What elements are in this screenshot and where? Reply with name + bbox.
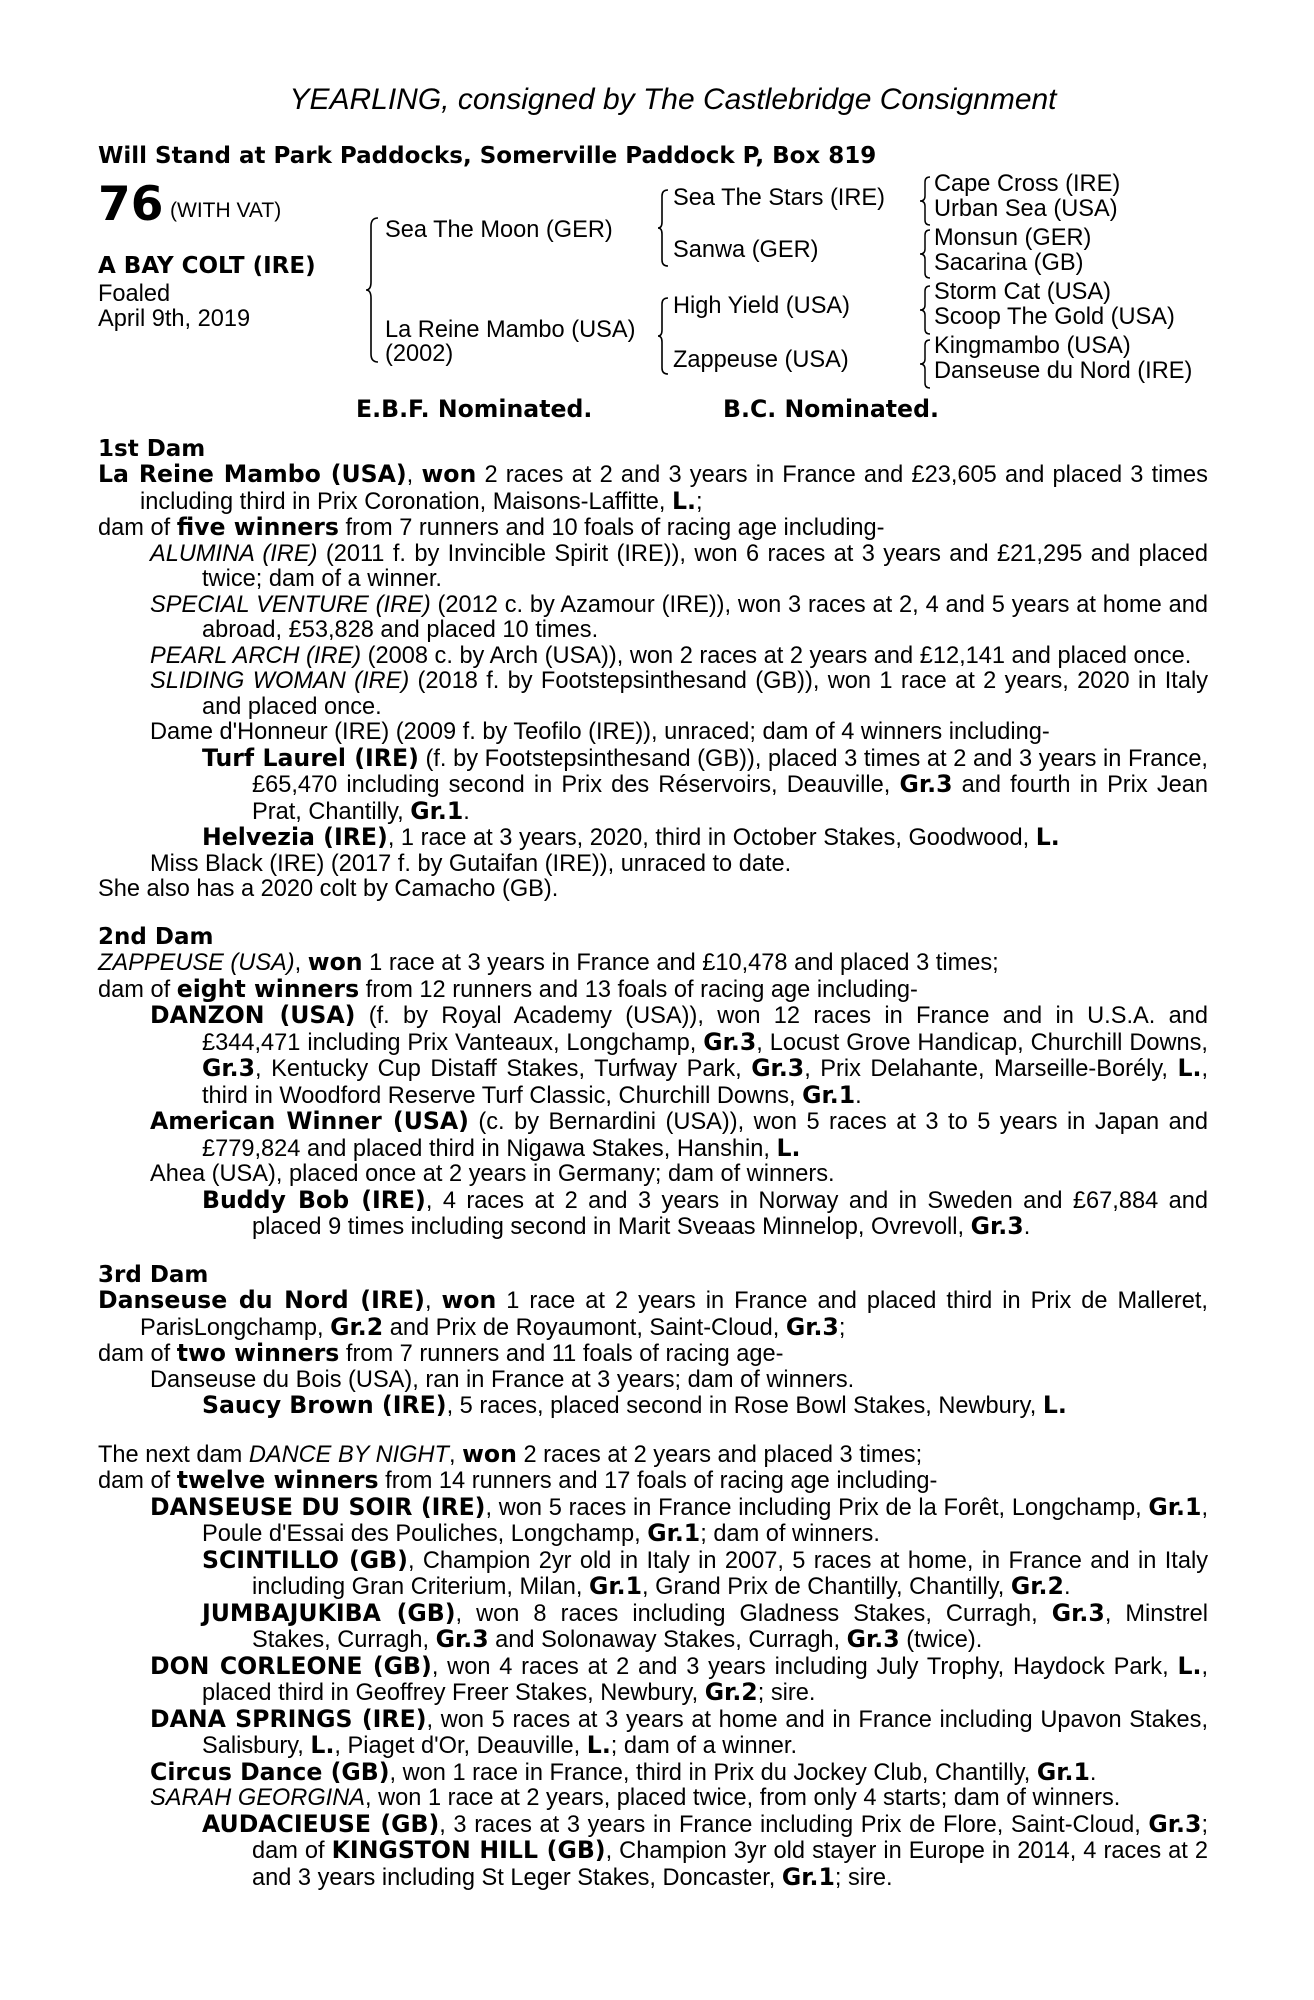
pedigree-gen3-3: Monsun (GER) — [934, 224, 1092, 251]
bracket-4c — [920, 284, 932, 336]
pedigree-sire-sire: Sea The Stars (IRE) — [673, 184, 885, 211]
third-dam-text: Danseuse du Nord (IRE), won 1 race at 2 years in France and placed third in Prix de Malleret, ParisLongchamp, Gr.2 and Prix de Royaumont, Saint-Cloud, Gr.3; dam of two winners from 7 runners and 11 foals of racing age- Danseuse du Bois (USA), ran in France at 3 years; dam of winners. Saucy Brown (IRE), 5 races, placed second in Rose Bowl Stakes, Newbury, L. — [98, 1286, 1208, 1419]
page-title: YEARLING, consigned by The Castlebridge Consignment — [289, 83, 1057, 116]
sire-line-bracket — [658, 188, 670, 268]
bc-nomination: B.C. Nominated. — [723, 394, 939, 423]
vat-note: (WITH VAT) — [170, 198, 282, 222]
bracket-4b — [920, 228, 932, 280]
pedigree-gen3-4: Sacarina (GB) — [934, 249, 1084, 276]
catalogue-page — [98, 82, 1208, 1891]
section-2nd-dam: 2nd Dam — [98, 923, 214, 950]
pedigree-gen3-5: Storm Cat (USA) — [934, 278, 1111, 305]
pedigree-sire-dam: Sanwa (GER) — [673, 236, 819, 263]
stand-location: Will Stand at Park Paddocks, Somerville Paddock P, Box 819 — [98, 143, 877, 169]
bracket-4d — [920, 338, 932, 390]
pedigree-dam: La Reine Mambo (USA) — [385, 316, 636, 343]
pedigree-dam-dam: Zappeuse (USA) — [673, 346, 849, 373]
section-1st-dam: 1st Dam — [98, 435, 206, 462]
sire-dam-bracket — [366, 216, 380, 364]
pedigree-gen3-1: Cape Cross (IRE) — [934, 170, 1121, 197]
pedigree-dam-sire: High Yield (USA) — [673, 292, 851, 319]
lot-number: 76 — [98, 176, 164, 232]
pedigree-sire: Sea The Moon (GER) — [385, 216, 613, 243]
pedigree-gen3-7: Kingmambo (USA) — [934, 332, 1131, 359]
first-dam-text: La Reine Mambo (USA), won 2 races at 2 and 3 years in France and £23,605 and placed 3 times including third in Prix Coronation, Maisons-Laffitte, L.; dam of five winners from 7 runners and 10 foals of racing age including- ALUMINA (IRE) (2011 f. by Invincible Spirit (IRE)), won 6 races at 3 years and £21,295 and placed twice; dam of a winner. SPECIAL VENTURE (IRE) (2012 c. by Azamour (IRE)), won 3 races at 2, 4 and 5 years at home and abroad, £53,828 and placed 10 times. PEARL ARCH (IRE) (2008 c. by Arch (USA)), won 2 races at 2 years and £12,141 and placed once. SLIDING WOMAN (IRE) (2018 f. by Footstepsinthesand (GB)), won 1 race at 2 years, 2020 in Italy and placed once. Dame d'Honneur (IRE) (2009 f. by Teofilo (IRE)), unraced; dam of 4 winners including- Turf Laurel (IRE) (f. by Footstepsinthesand (GB)), placed 3 times at 2 and 3 years in France, £65,470 including second in Prix des Réservoirs, Deauville, Gr.3 and fourth in Prix Jean Prat, Chantilly, Gr.1. Helvezia (IRE), 1 race at 3 years, 2020, third in October Stakes, Goodwood, L. Miss Black (IRE) (2017 f. by Gutaifan (IRE)), unraced to date. She also has a 2020 colt by Camacho (GB). — [98, 460, 1208, 902]
second-dam-text: ZAPPEUSE (USA), won 1 race at 3 years in France and £10,478 and placed 3 times; dam of eight winners from 12 runners and 13 foals of racing age including- DANZON (USA) (f. by Royal Academy (USA)), won 12 races in France and in U.S.A. and £344,471 including Prix Vanteaux, Longchamp, Gr.3, Locust Grove Handicap, Churchill Downs, Gr.3, Kentucky Cup Distaff Stakes, Turfway Park, Gr.3, Prix Delahante, Marseille-Borély, L., third in Woodford Reserve Turf Classic, Churchill Downs, Gr.1. American Winner (USA) (c. by Bernardini (USA)), won 5 races at 3 to 5 years in Japan and £779,824 and placed third in Nigawa Stakes, Hanshin, L. Ahea (USA), placed once at 2 years in Germany; dam of winners. Buddy Bob (IRE), 4 races at 2 and 3 years in Norway and in Sweden and £67,884 and placed 9 times including second in Marit Sveaas Minnelop, Ovrevoll, Gr.3. — [98, 948, 1209, 1240]
next-dam-text: The next dam DANCE BY NIGHT, won 2 races at 2 years and placed 3 times; dam of twelve winners from 14 runners and 17 foals of racing age including- DANSEUSE DU SOIR (IRE), won 5 races in France including Prix de la Forêt, Longchamp, Gr.1, Poule d'Essai des Pouliches, Longchamp, Gr.1; dam of winners. SCINTILLO (GB), Champion 2yr old in Italy in 2007, 5 races at home, in France and in Italy including Gran Criterium, Milan, Gr.1, Grand Prix de Chantilly, Chantilly, Gr.2. JUMBAJUKIBA (GB), won 8 races including Gladness Stakes, Curragh, Gr.3, Minstrel Stakes, Curragh, Gr.3 and Solonaway Stakes, Curragh, Gr.3 (twice). DON CORLEONE (GB), won 4 races at 2 and 3 years including July Trophy, Haydock Park, L., placed third in Geoffrey Freer Stakes, Newbury, Gr.2; sire. DANA SPRINGS (IRE), won 5 races at 3 years at home and in France including Upavon Stakes, Salisbury, L., Piaget d'Or, Deauville, L.; dam of a winner. Circus Dance (GB), won 1 race in France, third in Prix du Jockey Club, Chantilly, Gr.1. SARAH GEORGINA, won 1 race at 2 years, placed twice, from only 4 starts; dam of winners. AUDACIEUSE (GB), 3 races at 3 years in France including Prix de Flore, Saint-Cloud, Gr.3; dam of KINGSTON HILL (GB), Champion 3yr old stayer in Europe in 2014, 4 races at 2 and 3 years including St Leger Stakes, Doncaster, Gr.1; sire. — [98, 1439, 1209, 1891]
foaled-date: April 9th, 2019 — [98, 305, 251, 332]
foaled-label: Foaled — [98, 280, 171, 307]
pedigree-block — [98, 170, 1208, 423]
ebf-nomination: E.B.F. Nominated. — [356, 394, 593, 423]
pedigree-gen3-6: Scoop The Gold (USA) — [934, 303, 1175, 330]
pedigree-gen3-8: Danseuse du Nord (IRE) — [934, 357, 1193, 384]
section-3rd-dam: 3rd Dam — [98, 1261, 209, 1288]
lot-name: A BAY COLT (IRE) — [98, 252, 316, 279]
pedigree-gen3-2: Urban Sea (USA) — [934, 195, 1118, 222]
pedigree-dam-year: (2002) — [385, 340, 454, 367]
bracket-4a — [920, 175, 932, 227]
dam-line-bracket — [658, 296, 670, 376]
